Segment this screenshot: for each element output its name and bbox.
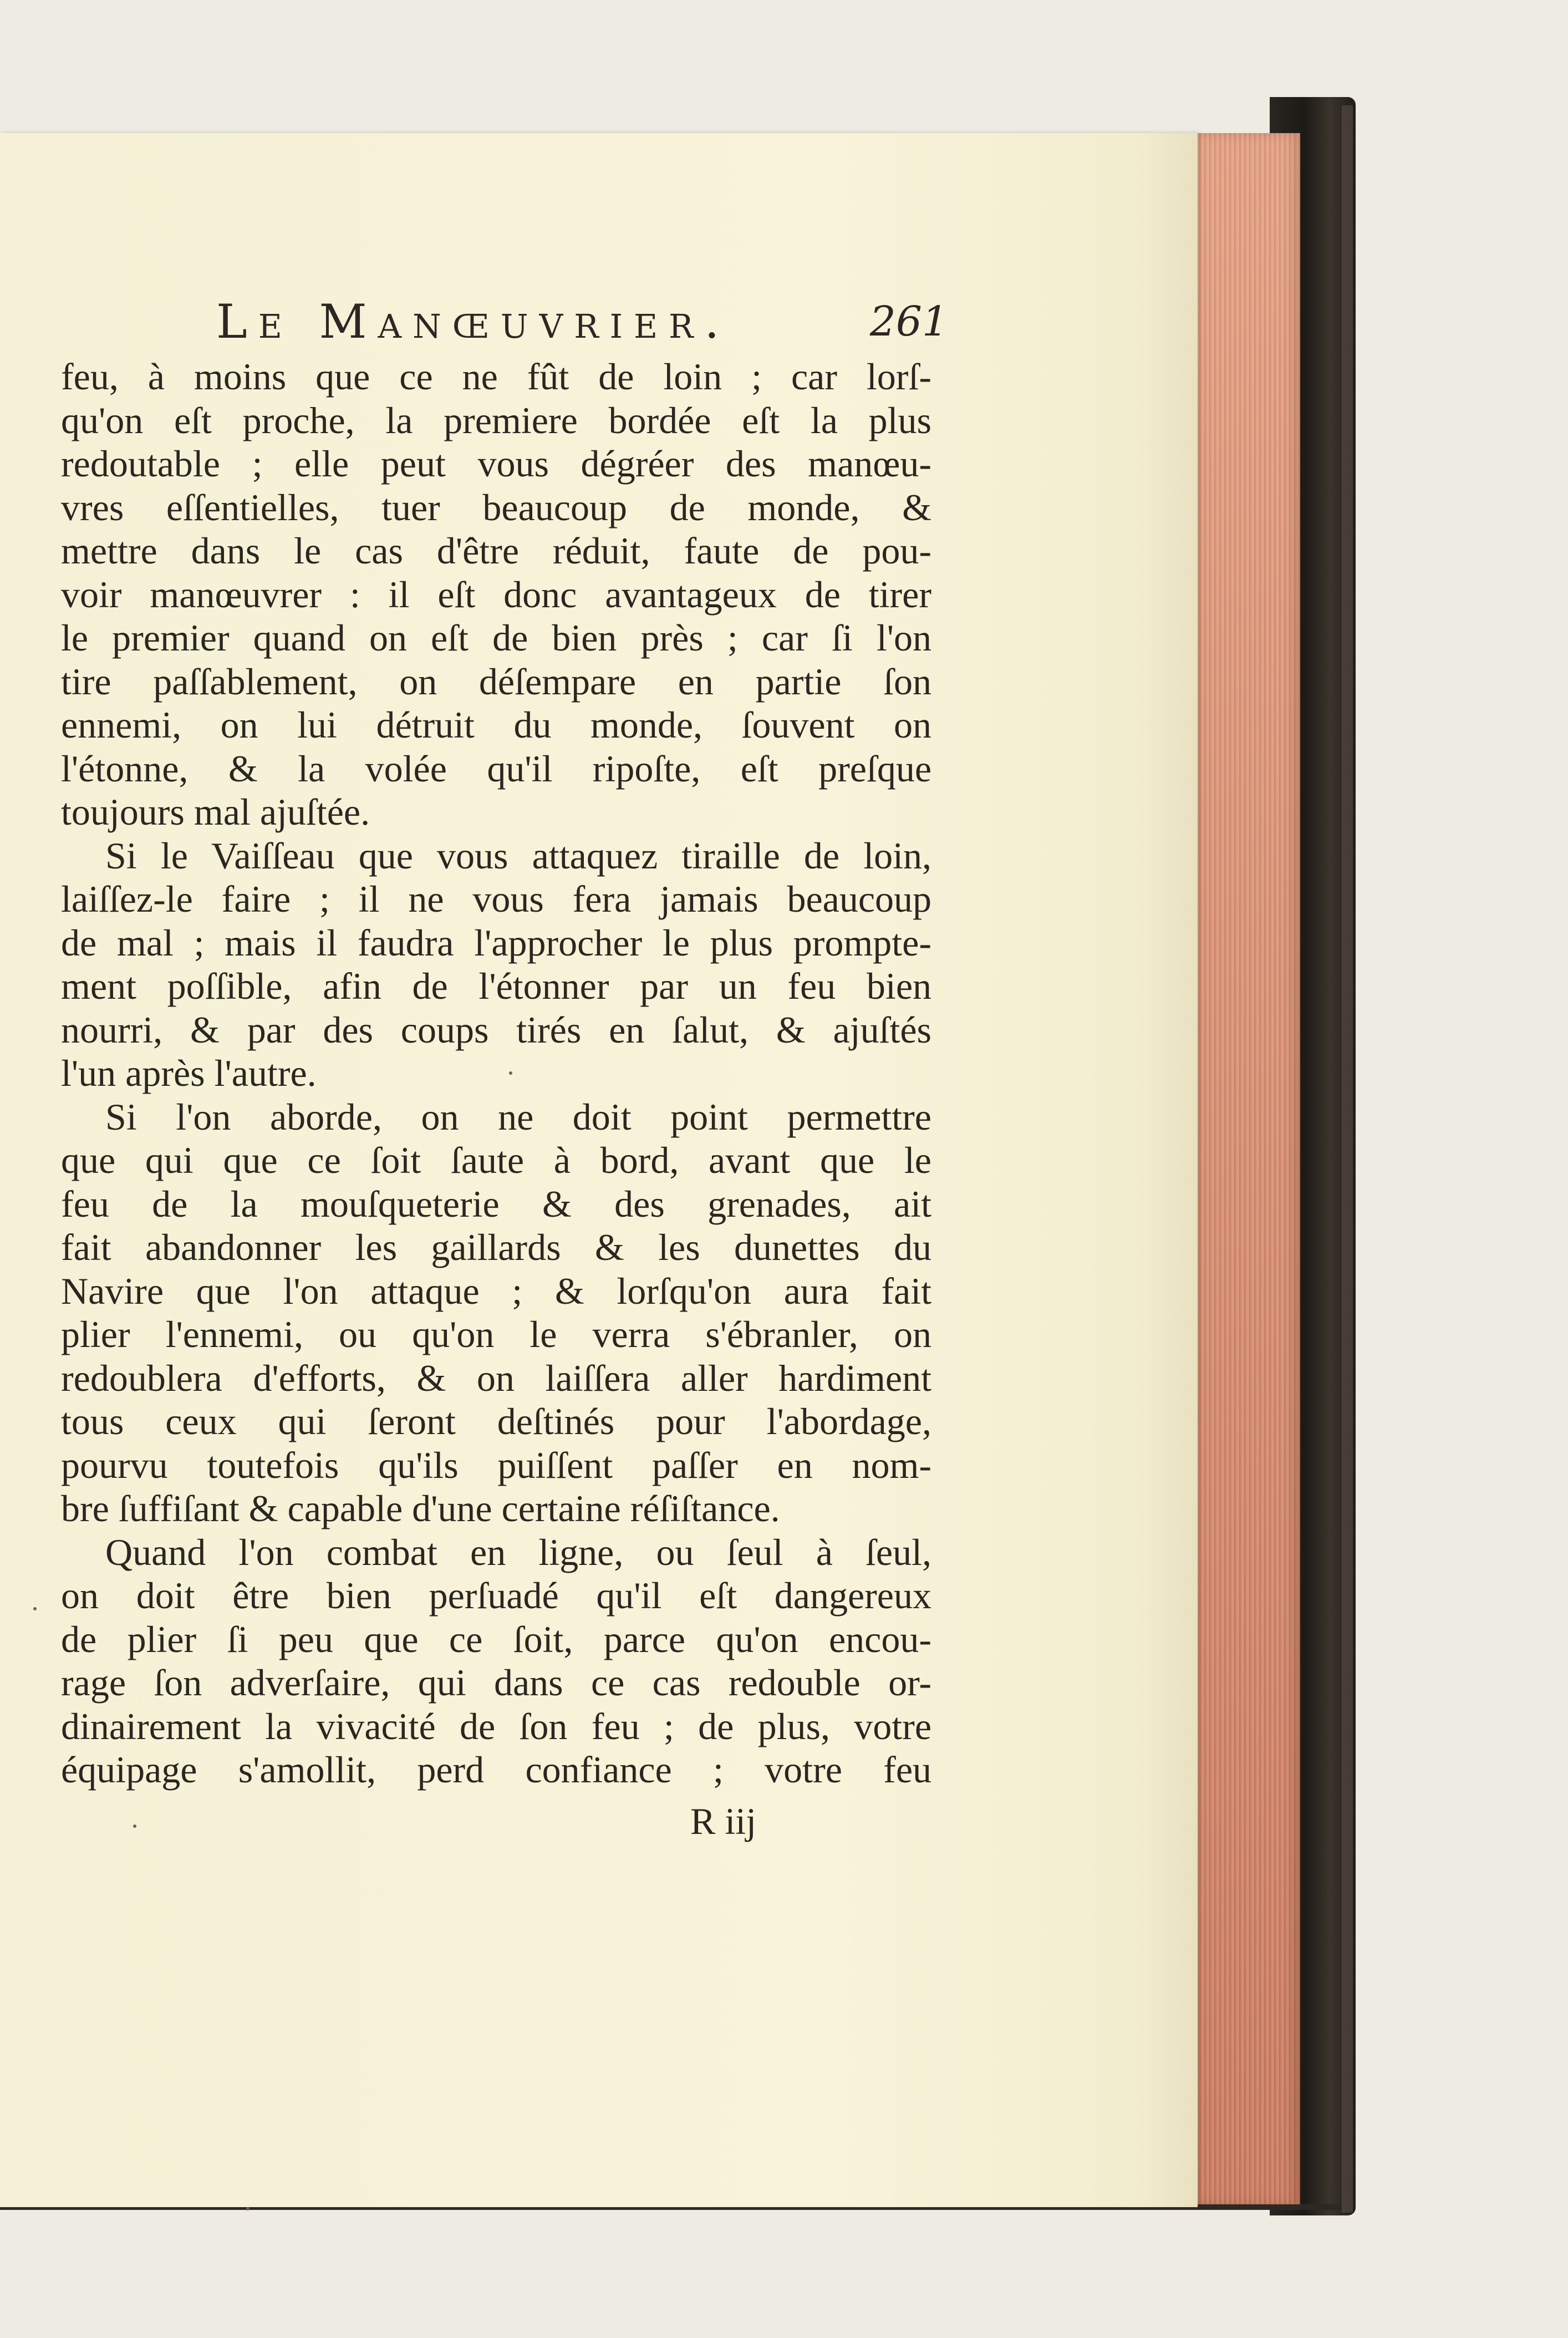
text-line: feu de la mouſqueterie & des grenades, ait [61, 1182, 931, 1225]
text-line: de mal ; mais il faudra l'approcher le plus prompte- [61, 921, 931, 964]
page-number: 261 [869, 298, 948, 345]
book-cover-edge [1342, 105, 1353, 2213]
text-line: vres eſſentielles, tuer beaucoup de monde, & [61, 486, 931, 528]
paper-speck [509, 1071, 512, 1075]
text-line: Si l'on aborde, on ne doit point permettre [105, 1095, 931, 1138]
text-line: feu, à moins que ce ne fût de loin ; car lorſ- [61, 355, 931, 398]
text-line: ennemi, on lui détruit du monde, ſouvent on [61, 704, 931, 746]
text-line: nourri, & par des coups tirés en ſalut, & ajuſtés [61, 1008, 931, 1051]
text-line: Navire que l'on attaque ; & lorſqu'on aura fait [61, 1269, 931, 1312]
text-line: le premier quand on eſt de bien près ; car ſi l'on [61, 617, 931, 659]
text-line: toujours mal ajuſtée. [61, 791, 370, 833]
text-line: laiſſez-le faire ; il ne vous fera jamais beaucoup [61, 878, 931, 920]
text-line: on doit être bien perſuadé qu'il eſt dangereux [61, 1574, 931, 1617]
running-head [216, 288, 948, 355]
text-line: rage ſon adverſaire, qui dans ce cas redouble or- [61, 1661, 931, 1704]
text-line: l'étonne, & la volée qu'il ripoſte, eſt preſque [61, 747, 931, 790]
text-line: voir manœuvrer : il eſt donc avantageux de tirer [61, 573, 931, 616]
paragraph-4 [61, 1531, 931, 1792]
paragraph-3 [61, 1095, 931, 1531]
text-line: dinairement la vivacité de ſon feu ; de plus, votre [61, 1705, 931, 1747]
text-line: mettre dans le cas d'être réduit, faute de pou- [61, 530, 931, 572]
signature-mark: R iij [690, 1800, 757, 1842]
text-line: fait abandonner les gaillards & les dunettes du [61, 1226, 931, 1268]
text-line: équipage s'amollit, perd confiance ; votre feu [61, 1749, 931, 1791]
text-line: tous ceux qui ſeront deſtinés pour l'abordage, [61, 1400, 931, 1442]
paper-speck [33, 1607, 37, 1610]
text-line: redoutable ; elle peut vous dégréer des manœu- [61, 443, 931, 485]
text-line: Si le Vaiſſeau que vous attaquez tiraille de loin, [105, 834, 931, 877]
paper-speck [246, 2207, 250, 2210]
text-line: ment poſſible, afin de l'étonner par un feu bien [61, 965, 931, 1007]
paper-speck [133, 1824, 136, 1828]
text-line: que qui que ce ſoit ſaute à bord, avant que le [61, 1139, 931, 1181]
text-line: Quand l'on combat en ligne, ou ſeul à ſeul, [105, 1531, 931, 1573]
text-line: l'un après l'autre. [61, 1052, 317, 1094]
paragraph-2 [61, 834, 931, 1095]
text-line: tire paſſablement, on déſempare en partie ſon [61, 660, 931, 703]
body-text [61, 355, 931, 1792]
text-line: de plier ſi peu que ce ſoit, parce qu'on encou- [61, 1618, 931, 1660]
text-line: qu'on eſt proche, la premiere bordée eſt la plus [61, 399, 931, 441]
page-fore-edge-shade [1187, 133, 1300, 2207]
text-line: pourvu toutefois qu'ils puiſſent paſſer en nom- [61, 1444, 931, 1486]
paragraph-1 [61, 355, 931, 834]
text-line: bre ſuffiſant & capable d'une certaine réſiſtance. [61, 1487, 780, 1529]
text-line: plier l'ennemi, ou qu'on le verra s'ébranler, on [61, 1313, 931, 1355]
text-line: redoublera d'efforts, & on laiſſera aller hardiment [61, 1356, 931, 1399]
running-head-title: Le Manœuvrier. [216, 294, 731, 349]
